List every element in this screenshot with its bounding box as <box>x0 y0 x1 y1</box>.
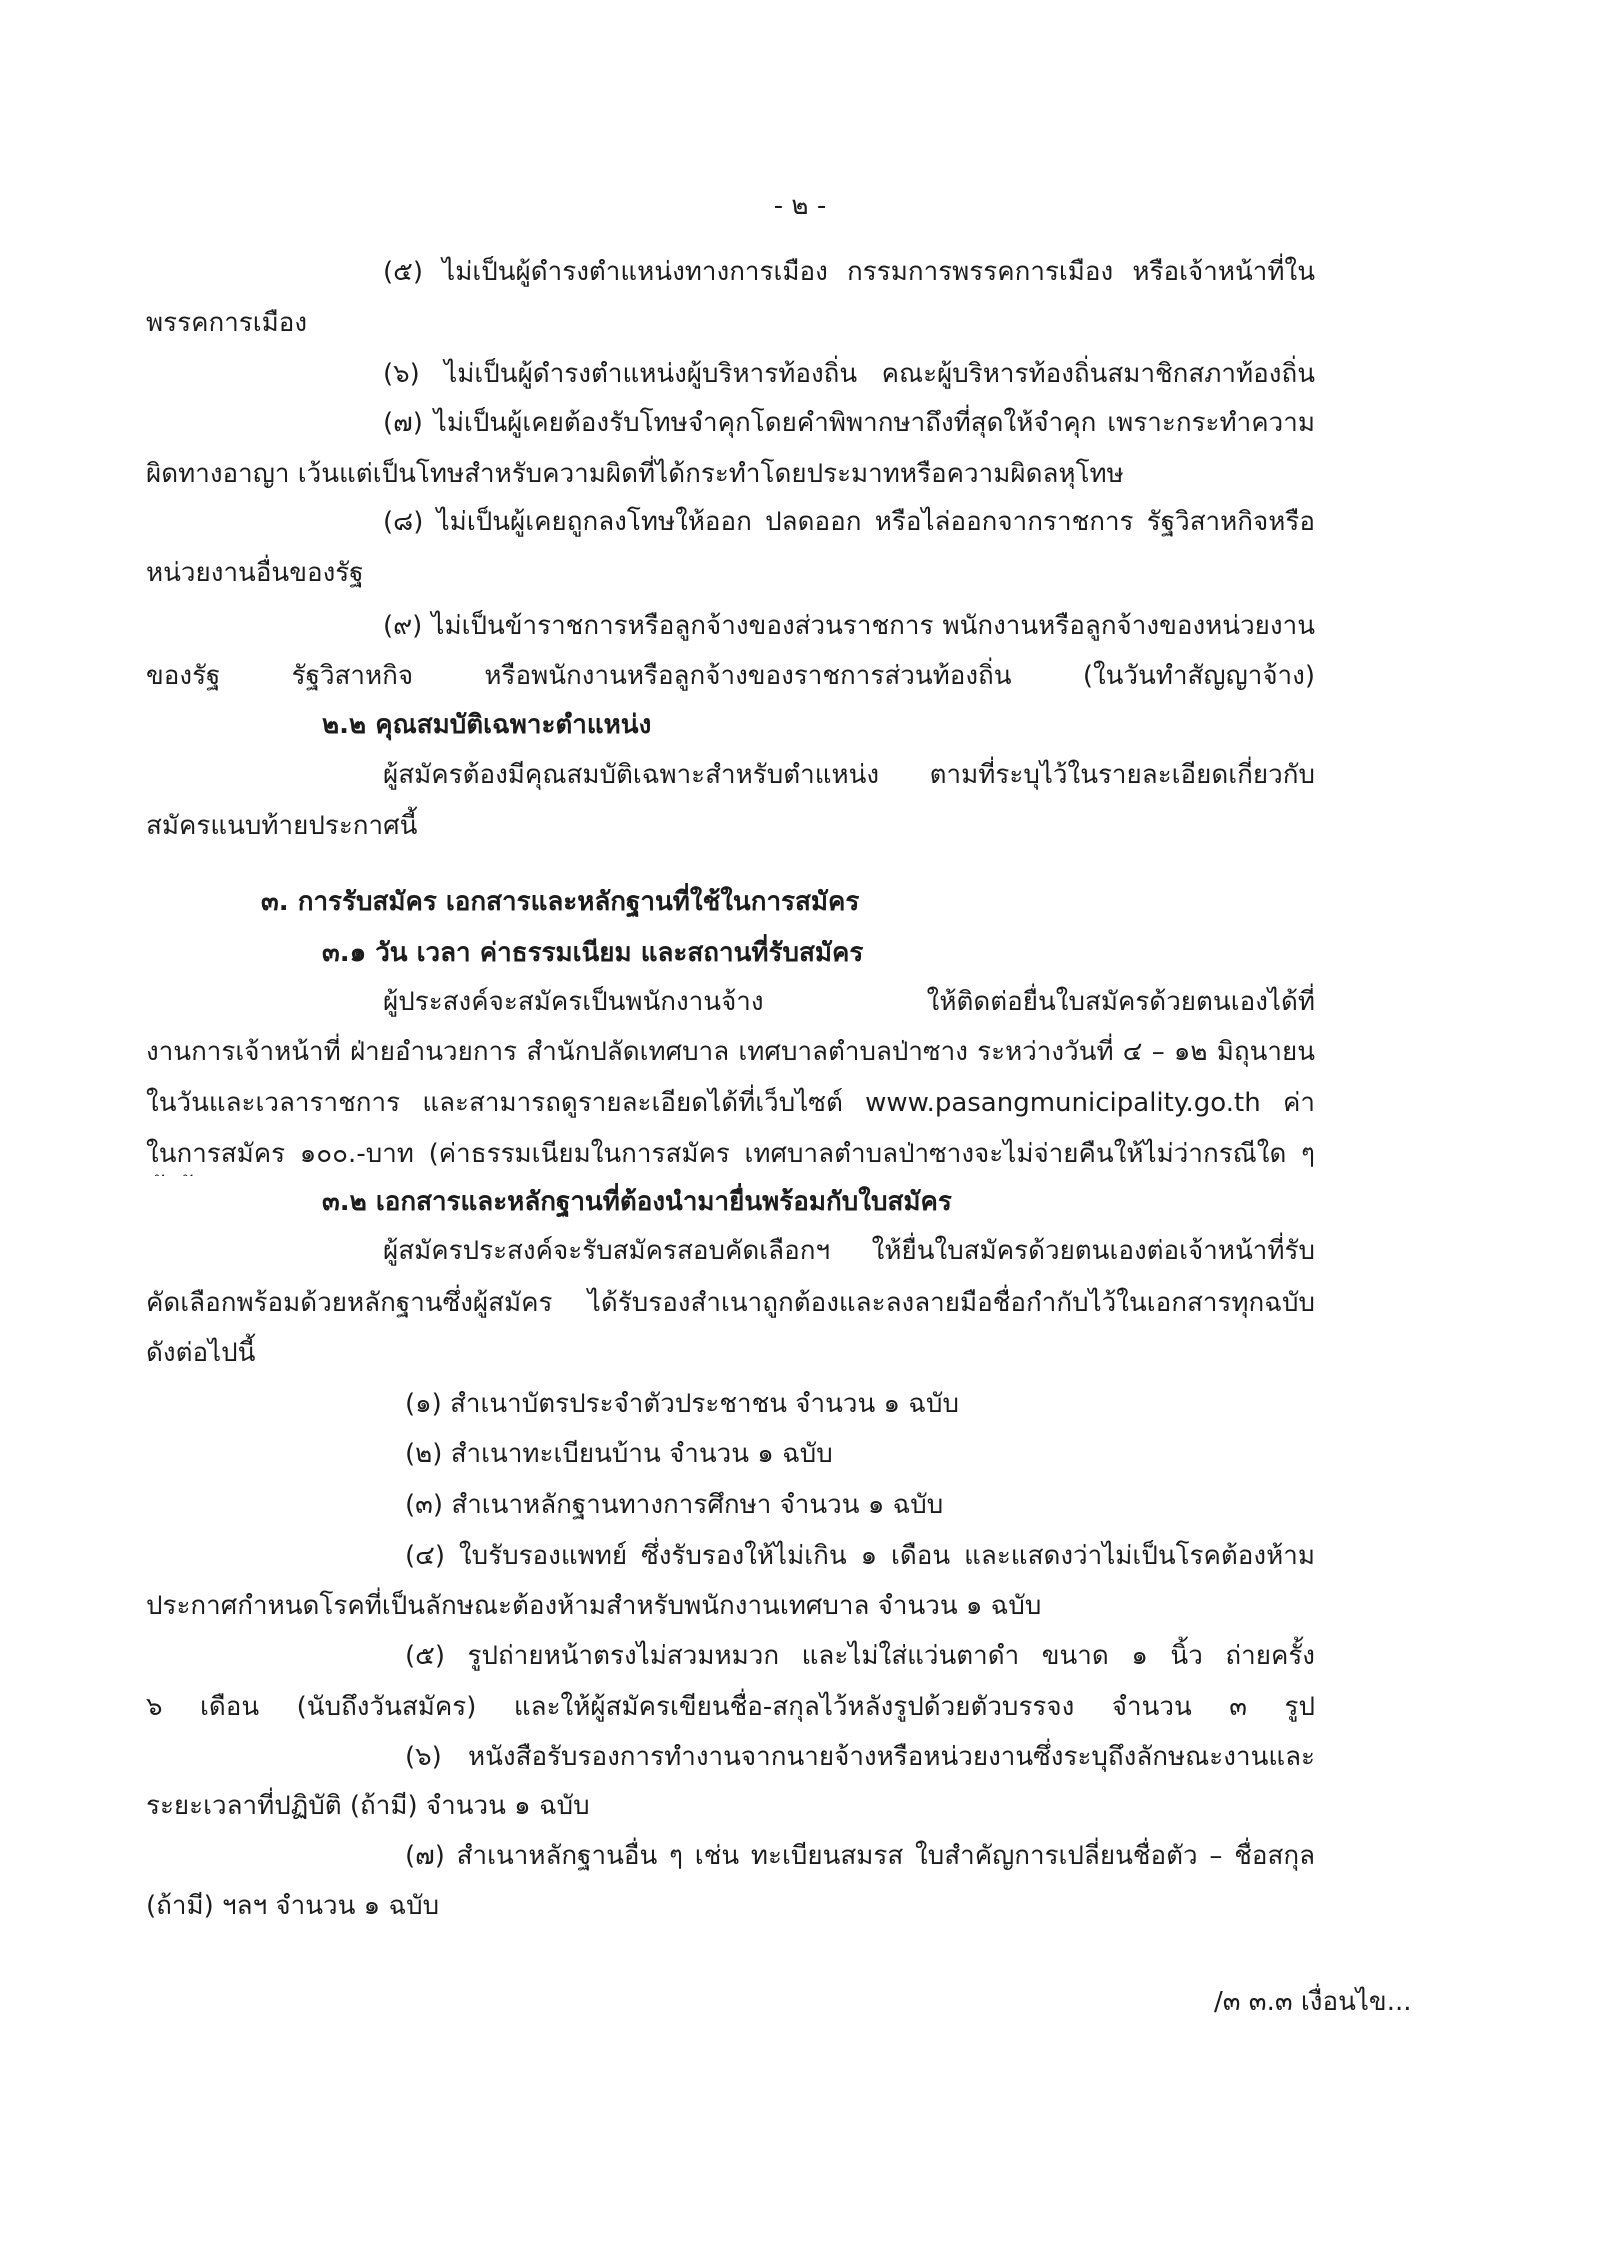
section-3-2-line-3: ดังต่อไปนี้ <box>146 1338 256 1368</box>
section-3-heading: ๓. การรับสมัคร เอกสารและหลักฐานที่ใช้ในการสมัคร <box>261 887 860 917</box>
clause-5-line-2: พรรคการเมือง <box>146 308 308 338</box>
document-item-3: (๓) สำเนาหลักฐานทางการศึกษา จำนวน ๑ ฉบับ <box>405 1490 944 1520</box>
document-item-6-line-1: (๖) หนังสือรับรองการทำงานจากนายจ้างหรือหน่วยงานซึ่งระบุถึงลักษณะงานและ <box>405 1742 1315 1772</box>
section-3-1-line-2: งานการเจ้าหน้าที่ ฝ่ายอำนวยการ สำนักปลัดเทศบาล เทศบาลตำบลป่าซาง ระหว่างวันที่ ๔ – ๑๒ มิถุนายน <box>146 1037 1315 1067</box>
section-3-1-heading: ๓.๑ วัน เวลา ค่าธรรมเนียม และสถานที่รับสมัคร <box>322 938 864 968</box>
continuation-note: /๓ ๓.๓ เงื่อนไข... <box>1214 1987 1412 2017</box>
clause-9-line-2: ของรัฐ รัฐวิสาหกิจ หรือพนักงานหรือลูกจ้างของราชการส่วนท้องถิ่น (ในวันทำสัญญาจ้าง) <box>146 661 1315 691</box>
clause-8-line-2: หน่วยงานอื่นของรัฐ <box>146 558 364 588</box>
page-number: - ๒ - <box>773 191 827 221</box>
section-3-2-heading: ๓.๒ เอกสารและหลักฐานที่ต้องนำมายื่นพร้อมกับใบสมัคร <box>322 1187 952 1217</box>
document-item-5-line-2: ๖ เดือน (นับถึงวันสมัคร) และให้ผู้สมัครเขียนชื่อ-สกุลไว้หลังรูปด้วยตัวบรรจง จำนวน ๓ รูป <box>146 1692 1315 1722</box>
document-item-4-line-2: ประกาศกำหนดโรคที่เป็นลักษณะต้องห้ามสำหรับพนักงานเทศบาล จำนวน ๑ ฉบับ <box>146 1591 1042 1621</box>
document-item-1: (๑) สำเนาบัตรประจำตัวประชาชน จำนวน ๑ ฉบับ <box>405 1389 959 1419</box>
section-3-2-line-1: ผู้สมัครประสงค์จะรับสมัครสอบคัดเลือกฯ ให้ยื่นใบสมัครด้วยตนเองต่อเจ้าหน้าที่รับ <box>383 1236 1315 1266</box>
document-item-6-line-2: ระยะเวลาที่ปฏิบัติ (ถ้ามี) จำนวน ๑ ฉบับ <box>146 1791 590 1821</box>
section-3-2-line-2: คัดเลือกพร้อมด้วยหลักฐานซึ่งผู้สมัคร ได้รับรองสำเนาถูกต้องและลงลายมือชื่อกำกับไว้ในเอกสารทุกฉบับ <box>146 1288 1315 1318</box>
clause-8-line-1: (๘) ไม่เป็นผู้เคยถูกลงโทษให้ออก ปลดออก หรือไล่ออกจากราชการ รัฐวิสาหกิจหรือ <box>383 507 1315 537</box>
clause-7-line-2: ผิดทางอาญา เว้นแต่เป็นโทษสำหรับความผิดที่ได้กระทำโดยประมาทหรือความผิดลหุโทษ <box>146 459 1124 489</box>
section-3-1-line-3: ในวันและเวลาราชการ และสามารถดูรายละเอียดได้ที่เว็บไซต์ www.pasangmunicipality.go.th ค่า <box>146 1088 1315 1118</box>
clause-6-line-1: (๖) ไม่เป็นผู้ดำรงตำแหน่งผู้บริหารท้องถิ่น คณะผู้บริหารท้องถิ่นสมาชิกสภาท้องถิ่น <box>383 359 1315 389</box>
section-3-1-line-1: ผู้ประสงค์จะสมัครเป็นพนักงานจ้าง ให้ติดต่อยื่นใบสมัครด้วยตนเองได้ที่ <box>383 987 1315 1017</box>
section-2-2-line-2: สมัครแนบท้ายประกาศนี้ <box>146 811 418 841</box>
section-2-2-line-1: ผู้สมัครต้องมีคุณสมบัติเฉพาะสำหรับตำแหน่ง ตามที่ระบุไว้ในรายละเอียดเกี่ยวกับ <box>383 760 1315 790</box>
document-item-7-line-2: (ถ้ามี) ฯลฯ จำนวน ๑ ฉบับ <box>146 1891 440 1921</box>
document-item-4-line-1: (๔) ใบรับรองแพทย์ ซึ่งรับรองให้ไม่เกิน ๑ เดือน และแสดงว่าไม่เป็นโรคต้องห้าม <box>405 1541 1315 1571</box>
section-2-2-heading: ๒.๒ คุณสมบัติเฉพาะตำแหน่ง <box>322 710 652 740</box>
document-item-2: (๒) สำเนาทะเบียนบ้าน จำนวน ๑ ฉบับ <box>405 1439 833 1469</box>
clause-5-line-1: (๕) ไม่เป็นผู้ดำรงตำแหน่งทางการเมือง กรรมการพรรคการเมือง หรือเจ้าหน้าที่ใน <box>383 257 1315 287</box>
clause-9-line-1: (๙) ไม่เป็นข้าราชการหรือลูกจ้างของส่วนราชการ พนักงานหรือลูกจ้างของหน่วยงาน <box>383 611 1315 641</box>
document-item-7-line-1: (๗) สำเนาหลักฐานอื่น ๆ เช่น ทะเบียนสมรส ใบสำคัญการเปลี่ยนชื่อตัว – ชื่อสกุล <box>405 1841 1315 1871</box>
clause-7-line-1: (๗) ไม่เป็นผู้เคยต้องรับโทษจำคุกโดยคำพิพากษาถึงที่สุดให้จำคุก เพราะกระทำความ <box>383 408 1315 438</box>
document-item-5-line-1: (๕) รูปถ่ายหน้าตรงไม่สวมหมวก และไม่ใส่แว่นตาดำ ขนาด ๑ นิ้ว ถ่ายครั้ง <box>405 1641 1315 1671</box>
section-3-1-line-4: ในการสมัคร ๑๐๐.-บาท (ค่าธรรมเนียมในการสมัคร เทศบาลตำบลป่าซางจะไม่จ่ายคืนให้ไม่ว่ากรณีใด ๆ <box>146 1139 1315 1169</box>
